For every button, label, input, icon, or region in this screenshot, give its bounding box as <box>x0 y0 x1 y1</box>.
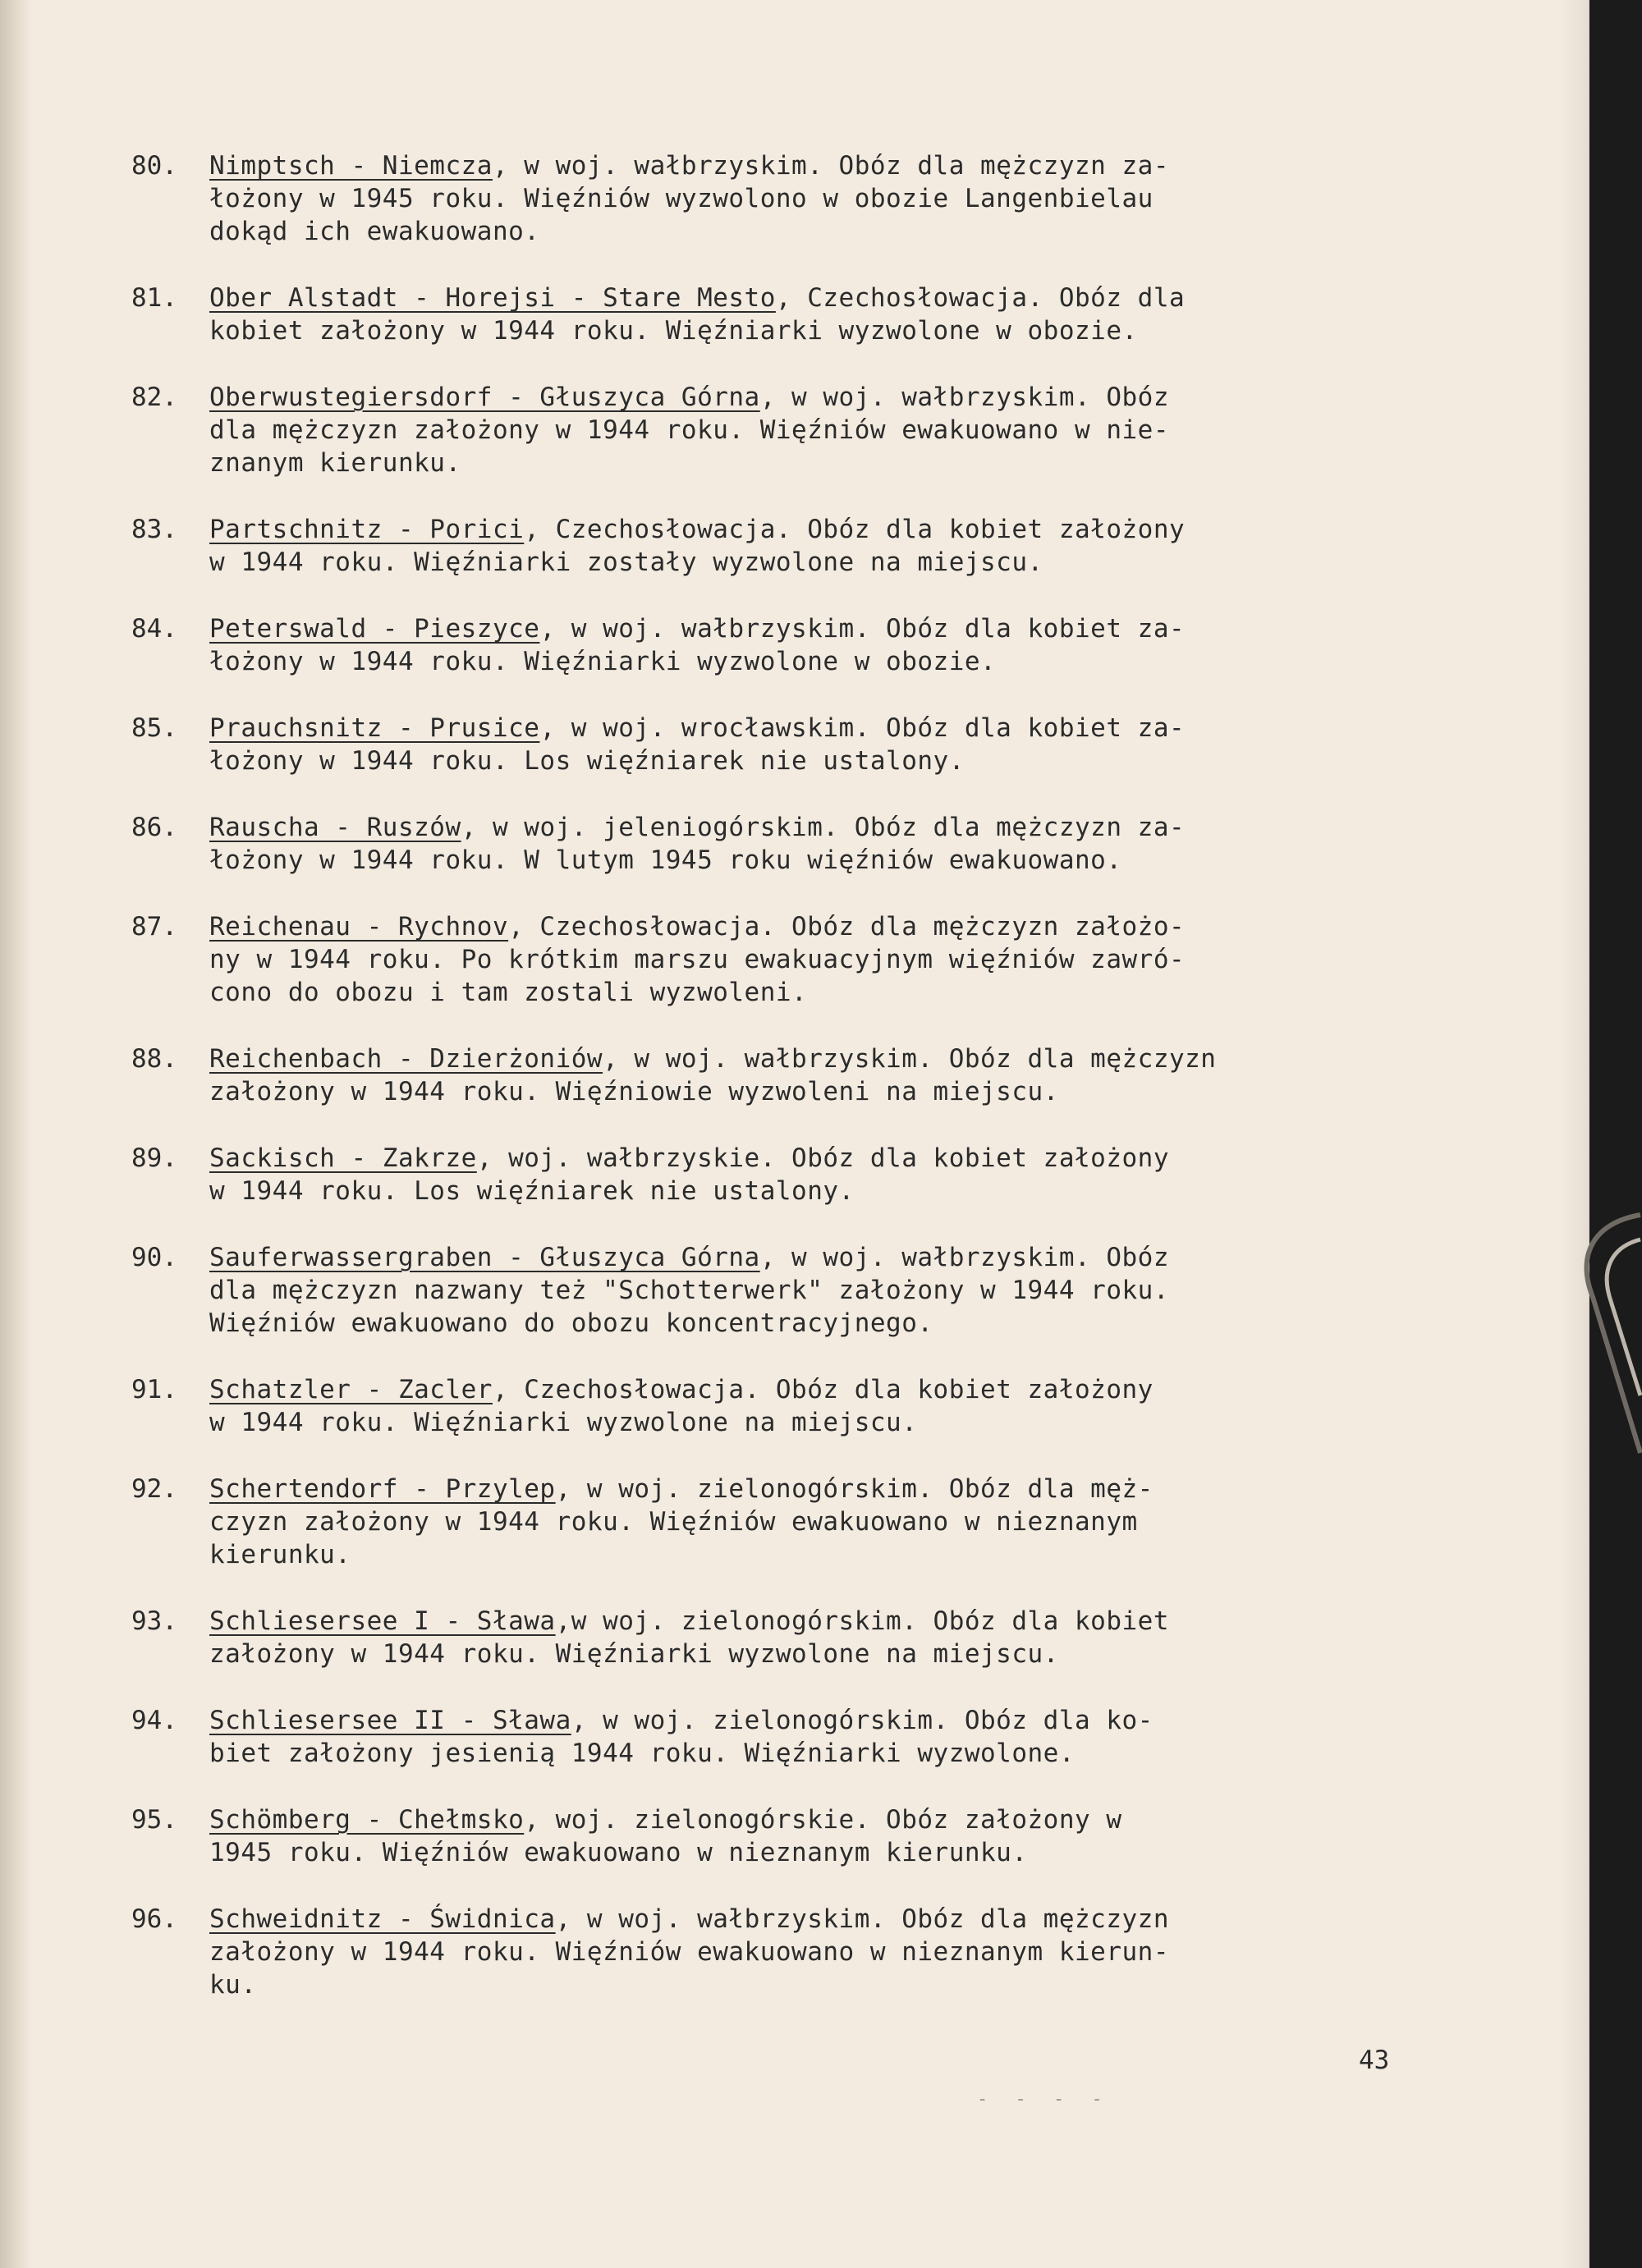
entry-number: 83. <box>131 515 177 544</box>
entry-text <box>209 381 1461 479</box>
entry-text <box>209 910 1461 1009</box>
entry-number: 93. <box>131 1606 177 1636</box>
list-item <box>131 712 1461 777</box>
camp-name: Partschnitz - Porici <box>209 515 525 544</box>
camp-description: , Czechosłowacja. Obóz dla kobiet założony w 1944 roku. Więźniarki wyzwolone na miejscu. <box>209 1375 1154 1437</box>
list-item <box>131 612 1461 678</box>
camp-description: , w woj. jeleniogórskim. Obóz dla mężczyzn za- łożony w 1944 roku. W lutym 1945 roku więźniów ewakuowano. <box>209 813 1186 875</box>
entry-text <box>209 1241 1461 1340</box>
camp-description: , w woj. zielonogórskim. Obóz dla ko- biet założony jesienią 1944 roku. Więźniarki wyzwolone. <box>209 1706 1154 1768</box>
paperclip-icon <box>1543 1207 1642 1551</box>
entry-number: 94. <box>131 1706 177 1735</box>
entry-text <box>209 149 1461 248</box>
list-item <box>131 513 1461 579</box>
entry-number: 88. <box>131 1044 177 1074</box>
entry-text <box>209 712 1461 777</box>
camp-description: , woj. zielonogórskie. Obóz założony w 1945 roku. Więźniów ewakuowano w nieznanym kierunku. <box>209 1805 1122 1867</box>
entry-number: 81. <box>131 283 177 313</box>
camp-description: , w woj. wałbrzyskim. Obóz dla mężczyzn założony w 1944 roku. Więźniów ewakuowano w nieznanym kierun- ku. <box>209 1904 1169 2000</box>
list-item <box>131 1042 1461 1108</box>
list-item <box>131 1473 1461 1571</box>
list-item <box>131 1605 1461 1670</box>
entry-text <box>209 1704 1461 1770</box>
camp-description: , w woj. wałbrzyskim. Obóz dla mężczyzn założony w 1944 roku. Więźniów ewakuowano w nie- znanym kierunku. <box>209 383 1169 478</box>
binding-gutter <box>0 0 31 2268</box>
list-item <box>131 910 1461 1009</box>
entry-number: 92. <box>131 1474 177 1504</box>
entry-number: 85. <box>131 713 177 743</box>
list-item <box>131 1803 1461 1869</box>
page-number: 43 <box>1359 2046 1390 2075</box>
camp-description: , w woj. wałbrzyskim. Obóz dla mężczyzn nazwany też "Schotterwerk" założony w 1944 roku. Więźniów ewakuowano do obozu koncentracyjnego. <box>209 1243 1169 1338</box>
entry-text <box>209 1903 1461 2001</box>
list-item <box>131 1241 1461 1340</box>
entry-text <box>209 513 1461 579</box>
entry-number: 91. <box>131 1375 177 1404</box>
entry-text <box>209 1142 1461 1207</box>
camp-list <box>131 149 1461 2035</box>
entry-text <box>209 811 1461 877</box>
camp-description: , Czechosłowacja. Obóz dla mężczyzn założo- ny w 1944 roku. Po krótkim marszu ewakuacyjnym więźniów zawró- cono do obozu i tam zostali wyzwoleni. <box>209 912 1186 1007</box>
entry-text <box>209 1803 1461 1869</box>
camp-name: Schertendorf - Przylep <box>209 1474 556 1504</box>
camp-description: , w woj. wałbrzyskim. Obóz dla mężczyzn założony w 1944 roku. Więźniowie wyzwoleni na miejscu. <box>209 1044 1217 1107</box>
entry-text <box>209 1605 1461 1670</box>
entry-number: 87. <box>131 912 177 942</box>
entry-number: 95. <box>131 1805 177 1835</box>
camp-description: , Czechosłowacja. Obóz dla kobiet założony w 1944 roku. Więźniarki zostały wyzwolone na miejscu. <box>209 515 1186 577</box>
camp-name: Schweidnitz - Świdnica <box>209 1904 556 1934</box>
list-item <box>131 1903 1461 2001</box>
entry-number: 82. <box>131 383 177 412</box>
camp-name: Peterswald - Pieszyce <box>209 614 540 644</box>
camp-description: , w woj. wrocławskim. Obóz dla kobiet za- łożony w 1944 roku. Los więźniarek nie ustalony. <box>209 713 1186 776</box>
list-item <box>131 1704 1461 1770</box>
entry-text <box>209 1042 1461 1108</box>
camp-name: Oberwustegiersdorf - Głuszyca Górna <box>209 383 760 412</box>
camp-description: ,w woj. zielonogórskim. Obóz dla kobiet założony w 1944 roku. Więźniarki wyzwolone na miejscu. <box>209 1606 1169 1669</box>
entry-number: 89. <box>131 1143 177 1173</box>
camp-name: Schliesersee I - Sława <box>209 1606 556 1636</box>
camp-description: , Czechosłowacja. Obóz dla kobiet założony w 1944 roku. Więźniarki wyzwolone w obozie. <box>209 283 1186 346</box>
entry-text <box>209 282 1461 347</box>
camp-description: , woj. wałbrzyskie. Obóz dla kobiet założony w 1944 roku. Los więźniarek nie ustalony. <box>209 1143 1169 1206</box>
camp-description: , w woj. zielonogórskim. Obóz dla męż- czyzn założony w 1944 roku. Więźniów ewakuowano w nieznanym kierunku. <box>209 1474 1154 1569</box>
camp-description: , w woj. wałbrzyskim. Obóz dla mężczyzn za- łożony w 1945 roku. Więźniów wyzwolono w obozie Langenbielau dokąd ich ewakuowano. <box>209 151 1169 246</box>
camp-name: Reichenbach - Dzierżoniów <box>209 1044 603 1074</box>
list-item <box>131 1373 1461 1439</box>
camp-name: Schliesersee II - Sława <box>209 1706 571 1735</box>
camp-name: Reichenau - Rychnov <box>209 912 509 942</box>
camp-name: Prauchsnitz - Prusice <box>209 713 540 743</box>
camp-name: Schatzler - Zacler <box>209 1375 493 1404</box>
page-edge-shadow <box>1560 0 1589 2268</box>
camp-name: Rauscha - Ruszów <box>209 813 461 842</box>
list-item <box>131 149 1461 248</box>
entry-number: 80. <box>131 151 177 181</box>
list-item <box>131 381 1461 479</box>
camp-description: , w woj. wałbrzyskim. Obóz dla kobiet za- łożony w 1944 roku. Więźniarki wyzwolone w obozie. <box>209 614 1186 676</box>
entry-number: 86. <box>131 813 177 842</box>
camp-name: Sauferwassergraben - Głuszyca Górna <box>209 1243 760 1272</box>
entry-number: 84. <box>131 614 177 644</box>
entry-text <box>209 1473 1461 1571</box>
entry-number: 90. <box>131 1243 177 1272</box>
camp-name: Schömberg - Chełmsko <box>209 1805 525 1835</box>
list-item <box>131 1142 1461 1207</box>
entry-number: 96. <box>131 1904 177 1934</box>
list-item <box>131 811 1461 877</box>
bottom-marks: - - - - <box>977 2089 1111 2110</box>
camp-name: Sackisch - Zakrze <box>209 1143 477 1173</box>
camp-name: Nimptsch - Niemcza <box>209 151 493 181</box>
camp-name: Ober Alstadt - Horejsi - Stare Mesto <box>209 283 776 313</box>
entry-text <box>209 1373 1461 1439</box>
entry-text <box>209 612 1461 678</box>
list-item <box>131 282 1461 347</box>
